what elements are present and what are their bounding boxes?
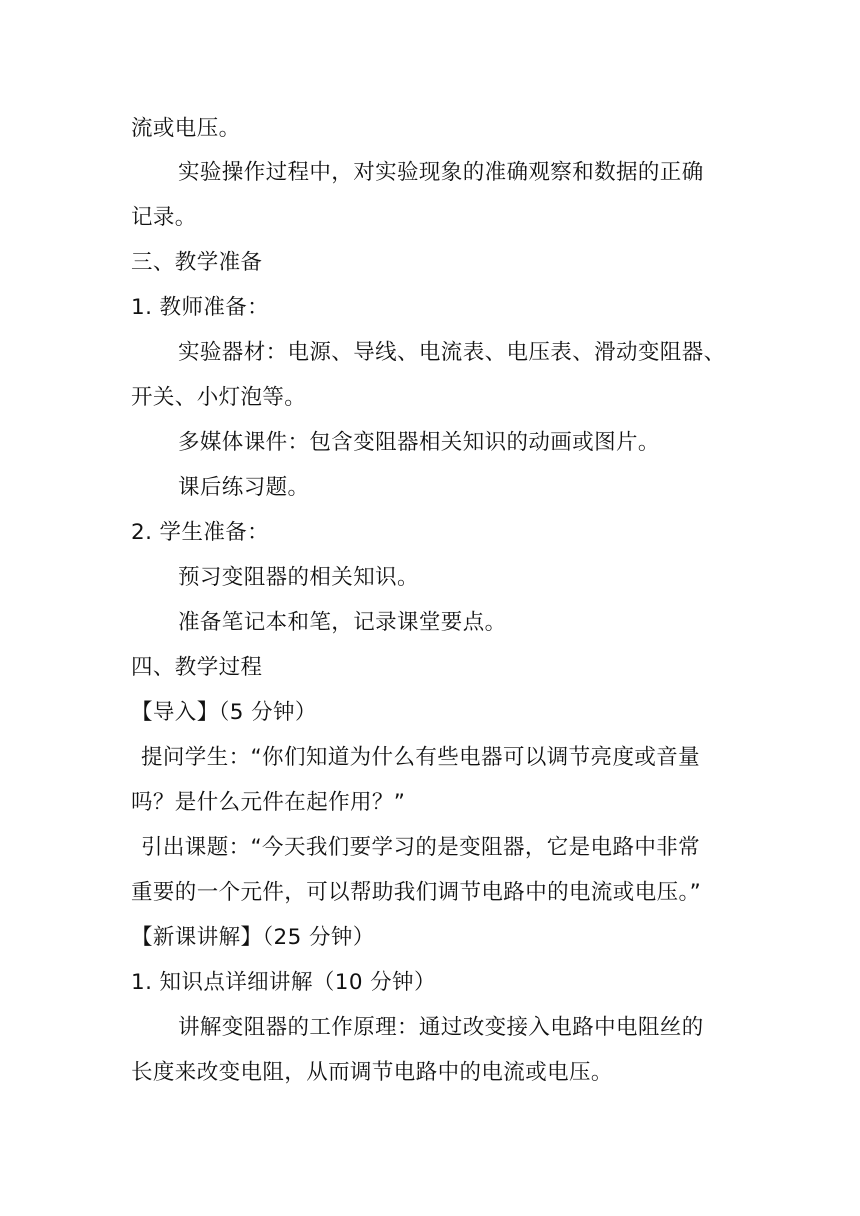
subsection-heading: 【新课讲解】（25 分钟） (131, 925, 375, 950)
paragraph-line: 开关、小灯泡等。 (131, 385, 307, 410)
paragraph-line: 实验操作过程中，对实验现象的准确观察和数据的正确 (178, 160, 704, 185)
paragraph-line: 引出课题：“今天我们要学习的是变阻器，它是电路中非常 (141, 835, 701, 860)
paragraph-line: 课后练习题。 (178, 475, 310, 500)
subsection-heading: 1. 知识点详细讲解（10 分钟） (131, 970, 436, 995)
paragraph-line: 准备笔记本和笔，记录课堂要点。 (178, 610, 507, 635)
paragraph-line: 实验器材：电源、导线、电流表、电压表、滑动变阻器、 (178, 340, 726, 365)
paragraph-line: 吗？是什么元件在起作用？” (131, 790, 406, 815)
subsection-heading: 【导入】（5 分钟） (131, 700, 317, 725)
subsection-heading: 1. 教师准备： (131, 295, 270, 320)
paragraph-line: 预习变阻器的相关知识。 (178, 565, 419, 590)
paragraph-line: 长度来改变电阻，从而调节电路中的电流或电压。 (131, 1060, 613, 1085)
paragraph-line: 记录。 (131, 205, 197, 230)
paragraph-line: 提问学生：“你们知道为什么有些电器可以调节亮度或音量 (141, 745, 701, 770)
section-heading: 三、教学准备 (131, 250, 263, 275)
paragraph-line: 重要的一个元件，可以帮助我们调节电路中的电流或电压。” (131, 880, 702, 905)
subsection-heading: 2. 学生准备： (131, 520, 270, 545)
paragraph-line: 讲解变阻器的工作原理：通过改变接入电路中电阻丝的 (178, 1015, 704, 1040)
paragraph-continuation: 流或电压。 (131, 116, 241, 141)
section-heading: 四、教学过程 (131, 655, 263, 680)
paragraph-line: 多媒体课件：包含变阻器相关知识的动画或图片。 (178, 430, 660, 455)
